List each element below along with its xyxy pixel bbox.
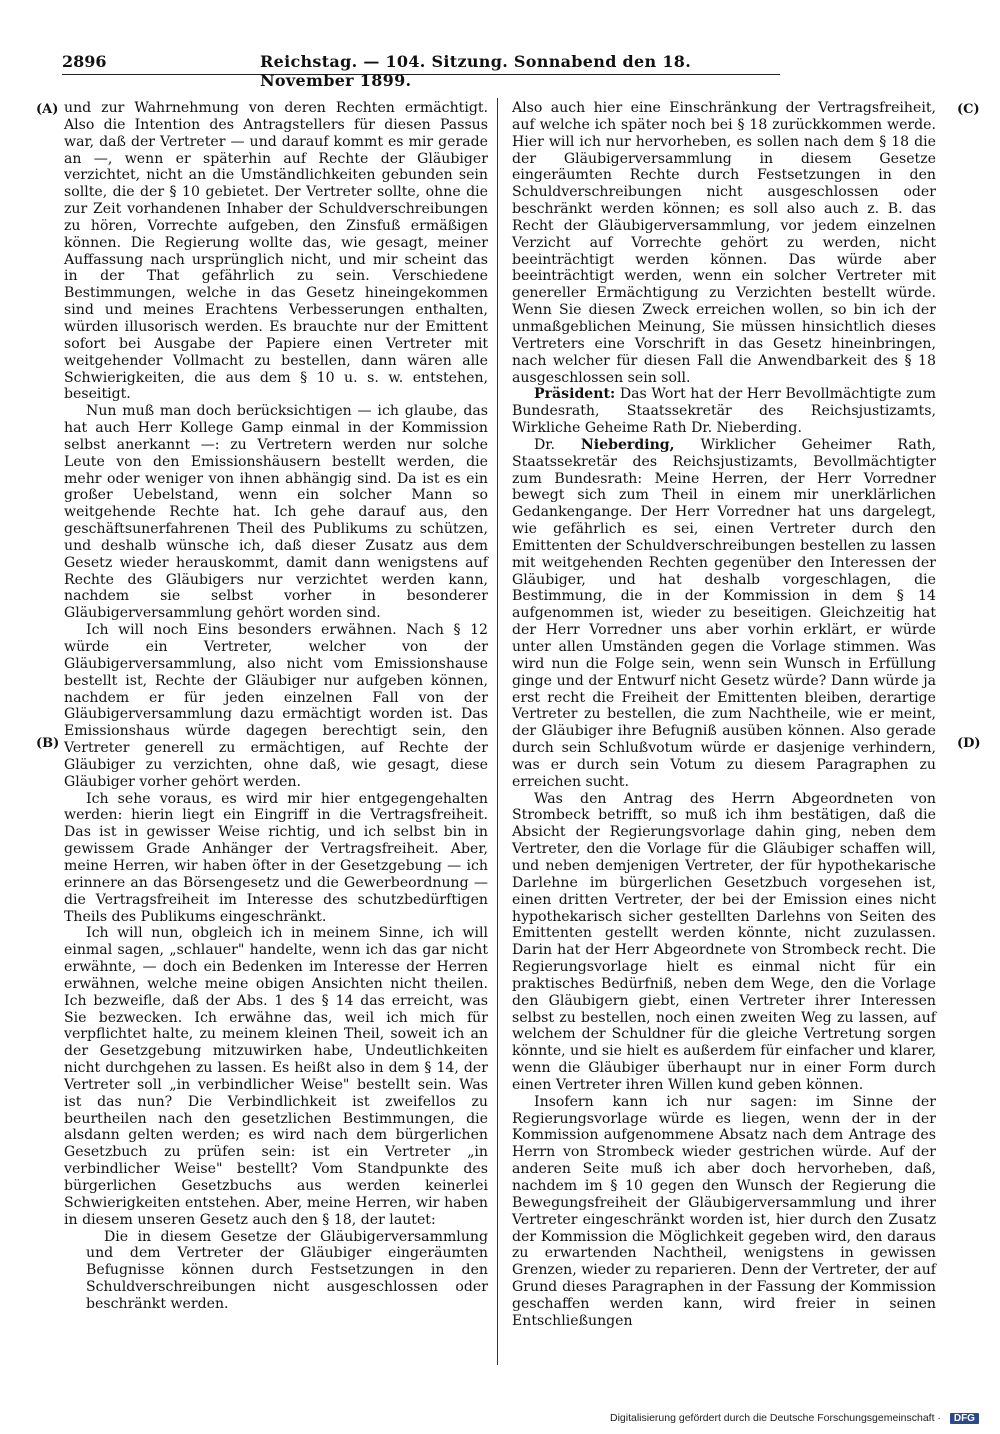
margin-mark-d: (D): [957, 736, 981, 751]
page-number: 2896: [62, 52, 107, 71]
paragraph: Ich sehe voraus, es wird mir hier entgegengehalten werden: hierin liegt ein Eingriff in die Vertragsfreiheit. Das ist in gewisser Weise richtig, und ich selbst bin in gewissem Grade Anhänger der Vertragsfreiheit. Aber, meine Herren, wir haben öfter in der Gesetzgebung — ich erinnere an das Börsengesetz und die Gewerbeordnung — die Vertragsfreiheit im Interesse des schutzbedürftigen Theils des Publikums eingeschränkt.: [64, 790, 488, 925]
paragraph: Ich will nun, obgleich ich in meinem Sinne, ich will einmal sagen, „schlauer" handelte, wenn ich das gar nicht erwähnte, — doch ein Bedenken im Interesse der Herren erwähnen, welche meine obigen Ansichten nicht theilen. Ich bezweifle, daß der Abs. 1 des § 14 das erreicht, was Sie bezwecken. Ich erwähne das, weil ich mich für verpflichtet halte, zu meinem kleinen Theil, soweit ich an der Gesetzgebung mitzuwirken habe, Undeutlichkeiten nicht durchgehen zu lassen. Es heißt also in dem § 14, der Vertreter soll „in verbindlicher Weise" bestellt sein. Was ist das nun? Die Verbindlichkeit ist zweifellos zu beurtheilen nach den gesetzlichen Bestimmungen, die alsdann gelten werden; es wird nach dem bürgerlichen Gesetzbuch zu prüfen sein: ist ein Vertreter „in verbindlicher Weise" bestellt? Vom Standpunkte des bürgerlichen Gesetzbuchs aus werden keinerlei Schwierigkeiten entstehen. Aber, meine Herren, wir haben in diesem unseren Gesetz auch den § 18, der lautet:: [64, 925, 488, 1228]
running-title: Reichstag. — 104. Sitzung. Sonnabend den 18. November 1899.: [260, 52, 692, 90]
president-statement: [512, 386, 936, 437]
president-label: Präsident:: [534, 386, 616, 403]
margin-mark-a: (A): [36, 102, 59, 117]
paragraph: Nun muß man doch berücksichtigen — ich glaube, das hat auch Herr Kollege Gamp einmal in der Kommission selbst anerkannt —: zu Vertretern werden nur solche Leute von den Emissionshäusern bestellt werden, die mehr oder weniger von ihnen abhängig sind. Da ist es ein großer Uebelstand, wenn ein solcher Mann so weitgehende Rechte hat. Ich gehe darauf aus, den geschäftsunerfahrenen Theil des Publikums zu schützen, und deshalb wünsche ich, daß dieser Zusatz aus dem Gesetz wieder herauskommt, damit dann wenigstens auf Rechte des Gläubigers nur verzichtet werden kann, nachdem sie selbst vorher in besonderer Gläubigerversammlung gehört worden sind.: [64, 403, 488, 622]
page-header: [62, 52, 780, 90]
right-column: [512, 100, 936, 1330]
margin-mark-c: (C): [957, 102, 980, 117]
speaker-prefix: Dr.: [534, 436, 555, 453]
dfg-logo: DFG: [950, 1413, 979, 1424]
speaker-statement: [512, 437, 936, 791]
paragraph: und zur Wahrnehmung von deren Rechten ermächtigt. Also die Intention des Antragstellers für diesen Passus war, daß der Vertreter — und darauf kommt es mir gerade an —, wenn er späterhin auf Rechte der Gläubiger verzichtet, nicht an die Umständlichkeiten gebunden sein sollte, die der § 10 gebietet. Der Vertreter sollte, ohne die zur Zeit vorhandenen Inhaber der Schuldverschreibungen zu hören, Vorrechte aufgeben, den Zinsfuß ermäßigen können. Die Regierung wollte das, wie gesagt, meiner Auffassung nach ursprünglich nicht, und mir scheint das in der That gefährlich zu sein. Verschiedene Bestimmungen, welche in das Gesetz hineingekommen sind und meines Erachtens Verbesserungen enthalten, würden illusorisch werden. Es brauchte nur der Emittent sofort bei Ausgabe der Papiere einen Vertreter mit weitgehender Vollmacht zu bestellen, dann wären alle Schwierigkeiten, die aus dem § 10 u. s. w. entstehen, beseitigt.: [64, 100, 488, 403]
paragraph: Ich will noch Eins besonders erwähnen. Nach § 12 würde ein Vertreter, welcher von der Gläubigerversammlung, also nicht vom Emissionshause bestellt ist, Rechte der Gläubiger nur aufgeben können, nachdem er für jeden einzelnen Fall von der Gläubigerversammlung dazu ermächtigt worden ist. Das Emissionshaus würde dagegen berechtigt sein, den Vertreter generell zu ermächtigen, auf Rechte der Gläubiger zu verzichten, ohne daß, wie gesagt, diese Gläubiger vorher gehört werden.: [64, 622, 488, 790]
quoted-statute: Die in diesem Gesetze der Gläubigerversammlung und dem Vertreter der Gläubiger eingeräumten Befugnisse können durch Festsetzungen in den Schuldverschreibungen nicht ausgeschlossen oder beschränkt werden.: [86, 1228, 488, 1312]
column-divider: [497, 98, 498, 1365]
president-text: Das Wort hat der Herr Bevollmächtigte zum Bundesrath, Staatssekretär des Reichsjustizamts, Wirkliche Geheime Rath Dr. Nieberding.: [512, 386, 936, 437]
margin-mark-b: (B): [36, 736, 60, 751]
credit-text: Digitalisierung gefördert durch die Deutsche Forschungsgemeinschaft ·: [610, 1412, 941, 1424]
paragraph: Also auch hier eine Einschränkung der Vertragsfreiheit, auf welche ich später noch bei § 18 zurückkommen werde. Hier will ich nur hervorheben, es sollen nach dem § 18 die der Gläubigerversammlung in diesem Gesetze eingeräumten Rechte durch Festsetzungen in den Schuldverschreibungen nicht ausgeschlossen oder beschränkt werden können; es soll also auch z. B. das Recht der Gläubigerversammlung, vor jedem einzelnen Verzicht auf Vorrechte gehört zu werden, nicht beeinträchtigt werden können. Das würde aber beeinträchtigt werden, wenn ein solcher Vertreter mit genereller Ermächtigung zu Verzichten bestellt würde. Wenn Sie diesen Zweck erreichen wollen, so bin ich der unmaßgeblichen Meinung, Sie müssen hinsichtlich dieses Vertreters eine Vorschrift in das Gesetz hineinbringen, nach welcher für diesen Fall die Anwendbarkeit des § 18 ausgeschlossen sein soll.: [512, 100, 936, 386]
paragraph: Was den Antrag des Herrn Abgeordneten von Strombeck betrifft, so muß ich ihm bestätigen, daß die Absicht der Regierungsvorlage dahin ging, neben dem Vertreter, den die Vorlage für die Gläubiger schaffen will, und neben demjenigen Vertreter, der für hypothekarische Darlehne im bürgerlichen Gesetzbuch vorgesehen ist, einen dritten Vertreter, der bei der Emission eines nicht hypothekarisch sicher gestellten Darlehns von Seiten des Emittenten gestellt werden könnte, nicht zuzulassen. Darin hat der Herr Abgeordnete von Strombeck recht. Die Regierungsvorlage hielt es einmal nicht für ein praktisches Bedürfniß, neben dem Wege, den die Vorlage den Gläubigern giebt, einen Vertreter ihrer Interessen selbst zu bestellen, noch einen zweiten Weg zu lassen, auf welchem der Schuldner für die gleiche Vertretung sorgen könnte, und sie hielt es außerdem für einfacher und klarer, wenn die Gläubiger überhaupt nur in einer Form durch einen Vertreter ihren Willen kund geben können.: [512, 790, 936, 1093]
speaker-text: Wirklicher Geheimer Rath, Staatssekretär des Reichsjustizamts, Bevollmächtigter zum Bundesrath: Meine Herren, der Herr Vorredner bewegt sich zum Theil in einem mir unerklärlichen Gedankengange. Der Herr Vorredner hat uns dargelegt, wie gefährlich es sei, einen Vertreter durch den Emittenten der Schuldverschreibungen bestellen zu lassen mit weitgehenden Rechten gegenüber den Interessen der Gläubiger, und hat deshalb vorgeschlagen, die Bestimmung, die in der Kommission in dem § 14 aufgenommen ist, wieder zu beseitigen. Gleichzeitig hat der Herr Vorredner uns aber vorhin erklärt, er würde unter allen Umständen gegen die Vorlage stimmen. Was wird nun die Folge sein, wenn sein Wunsch in Erfüllung ginge und der Entwurf nicht Gesetz würde? Dann würde ja erst recht die Freiheit der Emittenten bleiben, derartige Vertreter zu bestellen, die zum Nachtheile, wie er meint, der Gläubiger ihre Befugniß ausüben können. Also gerade durch sein Schlußvotum würde er dasjenige verhindern, was er durch sein Votum zu diesem Paragraphen zu erreichen sucht.: [512, 436, 936, 790]
speaker-name: Nieberding,: [580, 436, 675, 453]
digitization-credit: [610, 1412, 979, 1424]
left-column: [64, 100, 488, 1313]
paragraph: Insofern kann ich nur sagen: im Sinne der Regierungsvorlage würde es liegen, wenn der in der Kommission aufgenommene Absatz nach dem Antrage des Herrn von Strombeck wieder gestrichen würde. Auf der anderen Seite muß ich aber doch hervorheben, daß, nachdem im § 10 gegen den Wunsch der Regierung die Bewegungsfreiheit der Gläubigerversammlung und ihrer Vertreter eingeschränkt worden ist, hier durch den Zusatz der Kommission die Möglichkeit gegeben wird, den daraus zu erwartenden Nachtheil, wenigstens in gewissen Grenzen, wieder zu reparieren. Denn der Vertreter, der auf Grund dieses Paragraphen in der Fassung der Kommission geschaffen werden kann, wird freier in seinen Entschließungen: [512, 1093, 936, 1329]
